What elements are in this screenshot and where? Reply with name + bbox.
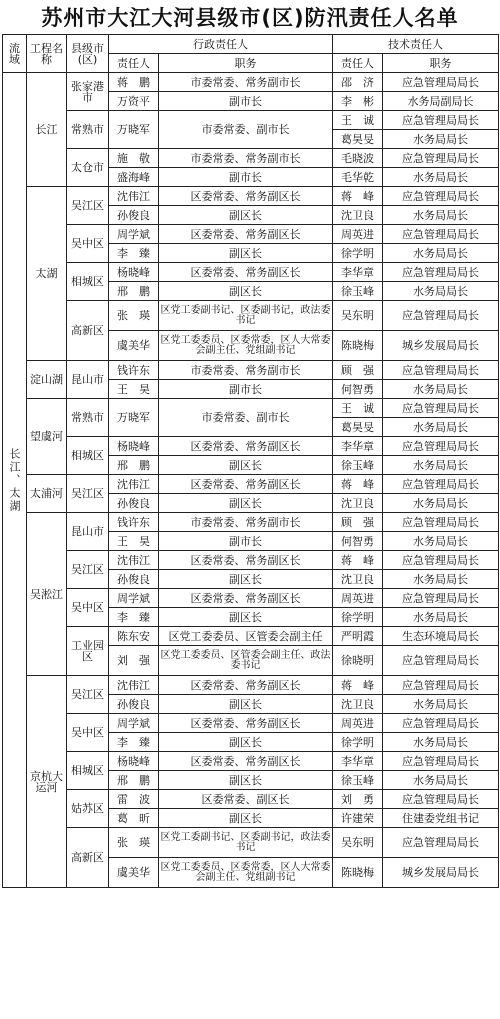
- admin-person-cell: 雷 波: [109, 790, 159, 809]
- table-row: [3, 301, 499, 331]
- tech-duty-cell: 生态环境局局长: [383, 627, 499, 646]
- table-row: [3, 513, 499, 532]
- table-row: [3, 828, 499, 858]
- tech-duty-cell: 水务局局长: [383, 130, 499, 149]
- tech-person-cell: 徐玉峰: [333, 456, 383, 475]
- table-row: [3, 551, 499, 570]
- tech-person-cell: 沈卫良: [333, 570, 383, 589]
- admin-duty-cell: 副市长: [159, 532, 333, 551]
- admin-duty-cell: 副区长: [159, 695, 333, 714]
- table-row: [3, 589, 499, 608]
- tech-person-cell: 刘 勇: [333, 790, 383, 809]
- admin-person-cell: 周学斌: [109, 714, 159, 733]
- tech-duty-cell: 应急管理局局长: [383, 187, 499, 206]
- tech-duty-cell: 水务局局长: [383, 456, 499, 475]
- tech-person-cell: 周英进: [333, 225, 383, 244]
- tech-person-cell: 陈晓梅: [333, 858, 383, 888]
- admin-person-cell: 蒋 鹏: [109, 73, 159, 92]
- admin-duty-cell: 区党工委委员、区管委会副主任、政法委书记: [159, 646, 333, 676]
- header-tech-person: 责任人: [333, 54, 383, 73]
- county-cell: 吴中区: [67, 225, 109, 263]
- admin-duty-cell: 区党工委副书记、区委副书记，政法委书记: [159, 828, 333, 858]
- county-cell: 吴江区: [67, 475, 109, 513]
- admin-person-cell: 邢 鹏: [109, 456, 159, 475]
- tech-person-cell: 吴东明: [333, 828, 383, 858]
- admin-duty-cell: 区委常委、常务副区长: [159, 714, 333, 733]
- tech-person-cell: 徐学明: [333, 244, 383, 263]
- admin-duty-cell: 副区长: [159, 206, 333, 225]
- county-cell: 吴江区: [67, 187, 109, 225]
- table-row: [3, 399, 499, 418]
- admin-duty-cell: 副区长: [159, 282, 333, 301]
- tech-person-cell: 王 诚: [333, 111, 383, 130]
- admin-duty-cell: 区委常委、常务副区长: [159, 676, 333, 695]
- project-cell: 望虞河: [27, 399, 67, 475]
- admin-duty-cell: 副区长: [159, 570, 333, 589]
- admin-duty-cell: 副区长: [159, 608, 333, 627]
- tech-duty-cell: 应急管理局局长: [383, 828, 499, 858]
- table-row: [3, 627, 499, 646]
- county-cell: 相城区: [67, 263, 109, 301]
- admin-duty-cell: 市委常委、常务副市长: [159, 73, 333, 92]
- county-cell: 吴中区: [67, 589, 109, 627]
- table-row: [3, 475, 499, 494]
- table-row: [3, 361, 499, 380]
- tech-person-cell: 何智勇: [333, 380, 383, 399]
- county-cell: 吴江区: [67, 551, 109, 589]
- admin-duty-cell: 副区长: [159, 494, 333, 513]
- tech-person-cell: 葛昊旻: [333, 418, 383, 437]
- project-cell: 太湖: [27, 187, 67, 361]
- tech-duty-cell: 应急管理局局长: [383, 301, 499, 331]
- table-row: [3, 225, 499, 244]
- tech-duty-cell: 水务局局长: [383, 282, 499, 301]
- tech-person-cell: 毛晓波: [333, 149, 383, 168]
- tech-duty-cell: 应急管理局局长: [383, 714, 499, 733]
- tech-duty-cell: 水务局局长: [383, 244, 499, 263]
- tech-person-cell: 何智勇: [333, 532, 383, 551]
- tech-duty-cell: 应急管理局局长: [383, 551, 499, 570]
- tech-person-cell: 顾 强: [333, 513, 383, 532]
- admin-person-cell: 王 昊: [109, 380, 159, 399]
- table-row: [3, 149, 499, 168]
- admin-person-cell: 施 敬: [109, 149, 159, 168]
- tech-duty-cell: 水务局局长: [383, 532, 499, 551]
- tech-duty-cell: 水务局局长: [383, 570, 499, 589]
- admin-person-cell: 杨晓峰: [109, 263, 159, 282]
- admin-duty-cell: 区党工委委员、区委常委，区人大常委会副主任、党组副书记: [159, 858, 333, 888]
- county-cell: 高新区: [67, 301, 109, 361]
- tech-duty-cell: 水务局局长: [383, 771, 499, 790]
- table-row: [3, 752, 499, 771]
- tech-duty-cell: 应急管理局局长: [383, 790, 499, 809]
- admin-person-cell: 陈东安: [109, 627, 159, 646]
- tech-duty-cell: 应急管理局局长: [383, 513, 499, 532]
- project-cell: 太浦河: [27, 475, 67, 513]
- tech-person-cell: 毛华乾: [333, 168, 383, 187]
- header-admin-duty: 职务: [159, 54, 333, 73]
- table-row: [3, 790, 499, 809]
- county-cell: 昆山市: [67, 361, 109, 399]
- admin-person-cell: 杨晓峰: [109, 437, 159, 456]
- county-cell: 张家港市: [67, 73, 109, 111]
- admin-duty-cell: 区党工委副书记、区委副书记，政法委书记: [159, 301, 333, 331]
- tech-person-cell: 李华章: [333, 437, 383, 456]
- tech-duty-cell: 水务局局长: [383, 494, 499, 513]
- duty-table: [2, 34, 499, 888]
- tech-duty-cell: 水务局局长: [383, 695, 499, 714]
- admin-duty-cell: 区委常委、常务副区长: [159, 225, 333, 244]
- admin-person-cell: 钱许东: [109, 513, 159, 532]
- tech-person-cell: 蒋 峰: [333, 475, 383, 494]
- tech-person-cell: 王 诚: [333, 399, 383, 418]
- tech-duty-cell: 水务局局长: [383, 608, 499, 627]
- admin-duty-cell: 副区长: [159, 733, 333, 752]
- tech-duty-cell: 水务局局长: [383, 168, 499, 187]
- admin-person-cell: 李 臻: [109, 608, 159, 627]
- header-admin: 行政责任人: [109, 35, 333, 54]
- admin-person-cell: 张 瑛: [109, 301, 159, 331]
- admin-person-cell: 葛 昕: [109, 809, 159, 828]
- county-cell: 工业园区: [67, 627, 109, 676]
- header-tech: 技术责任人: [333, 35, 499, 54]
- admin-person-cell: 杨晓峰: [109, 752, 159, 771]
- admin-person-cell: 虞美华: [109, 331, 159, 361]
- admin-person-cell: 孙俊良: [109, 494, 159, 513]
- admin-duty-cell: 区党工委委员、区委常委，区人大常委会副主任、党组副书记: [159, 331, 333, 361]
- admin-duty-cell: 市委常委、常务副市长: [159, 149, 333, 168]
- admin-person-cell: 孙俊良: [109, 570, 159, 589]
- tech-person-cell: 严明霞: [333, 627, 383, 646]
- county-cell: 昆山市: [67, 513, 109, 551]
- admin-person-cell: 刘 强: [109, 646, 159, 676]
- county-cell: 相城区: [67, 437, 109, 475]
- county-cell: 相城区: [67, 752, 109, 790]
- admin-person-cell: 虞美华: [109, 858, 159, 888]
- admin-duty-cell: 副区长: [159, 244, 333, 263]
- admin-person-cell: 沈伟江: [109, 475, 159, 494]
- basin-cell: 长江、太湖: [3, 73, 27, 888]
- admin-person-cell: 孙俊良: [109, 695, 159, 714]
- table-row: [3, 437, 499, 456]
- tech-person-cell: 蒋 峰: [333, 187, 383, 206]
- tech-duty-cell: 城乡发展局局长: [383, 331, 499, 361]
- tech-duty-cell: 应急管理局局长: [383, 676, 499, 695]
- tech-duty-cell: 应急管理局局长: [383, 263, 499, 282]
- admin-person-cell: 王 昊: [109, 532, 159, 551]
- county-cell: 高新区: [67, 828, 109, 888]
- table-row: [3, 111, 499, 130]
- admin-duty-cell: 区党工委委员、区管委会副主任: [159, 627, 333, 646]
- project-cell: 淀山湖: [27, 361, 67, 399]
- tech-person-cell: 徐晓明: [333, 646, 383, 676]
- admin-person-cell: 盛海峰: [109, 168, 159, 187]
- table-row: [3, 676, 499, 695]
- tech-duty-cell: 应急管理局局长: [383, 361, 499, 380]
- table-row: [3, 73, 499, 92]
- header-tech-duty: 职务: [383, 54, 499, 73]
- admin-duty-cell: 区委常委、副区长: [159, 790, 333, 809]
- tech-duty-cell: 水务局局长: [383, 733, 499, 752]
- tech-person-cell: 周英进: [333, 589, 383, 608]
- header-basin: 流域: [3, 35, 27, 73]
- tech-person-cell: 葛昊旻: [333, 130, 383, 149]
- county-cell: 常熟市: [67, 399, 109, 437]
- admin-duty-cell: 副区长: [159, 809, 333, 828]
- admin-duty-cell: 副区长: [159, 456, 333, 475]
- tech-duty-cell: 应急管理局局长: [383, 646, 499, 676]
- table-row: [3, 714, 499, 733]
- admin-duty-cell: 副市长: [159, 92, 333, 111]
- header-admin-person: 责任人: [109, 54, 159, 73]
- header-project: 工程名称: [27, 35, 67, 73]
- admin-duty-cell: 市委常委、副市长: [159, 111, 333, 149]
- admin-person-cell: 孙俊良: [109, 206, 159, 225]
- county-cell: 吴江区: [67, 676, 109, 714]
- admin-person-cell: 钱许东: [109, 361, 159, 380]
- admin-duty-cell: 区委常委、常务副区长: [159, 589, 333, 608]
- tech-duty-cell: 应急管理局局长: [383, 437, 499, 456]
- admin-person-cell: 万晓军: [109, 399, 159, 437]
- tech-person-cell: 李 彬: [333, 92, 383, 111]
- tech-duty-cell: 应急管理局局长: [383, 73, 499, 92]
- tech-person-cell: 顾 强: [333, 361, 383, 380]
- admin-person-cell: 万晓军: [109, 111, 159, 149]
- project-cell: 吴淞江: [27, 513, 67, 676]
- admin-person-cell: 沈伟江: [109, 676, 159, 695]
- tech-person-cell: 蒋 峰: [333, 551, 383, 570]
- tech-person-cell: 沈卫良: [333, 494, 383, 513]
- tech-duty-cell: 水务局副局长: [383, 92, 499, 111]
- tech-person-cell: 吴东明: [333, 301, 383, 331]
- tech-duty-cell: 应急管理局局长: [383, 752, 499, 771]
- admin-person-cell: 邢 鹏: [109, 771, 159, 790]
- tech-duty-cell: 应急管理局局长: [383, 399, 499, 418]
- tech-person-cell: 李华章: [333, 752, 383, 771]
- tech-duty-cell: 应急管理局局长: [383, 111, 499, 130]
- table-row: [3, 263, 499, 282]
- tech-person-cell: 徐学明: [333, 733, 383, 752]
- admin-duty-cell: 区委常委、常务副区长: [159, 187, 333, 206]
- admin-person-cell: 沈伟江: [109, 187, 159, 206]
- project-cell: 京杭大运河: [27, 676, 67, 888]
- tech-person-cell: 徐玉峰: [333, 771, 383, 790]
- admin-duty-cell: 区委常委、常务副区长: [159, 551, 333, 570]
- admin-person-cell: 邢 鹏: [109, 282, 159, 301]
- admin-duty-cell: 副区长: [159, 771, 333, 790]
- admin-duty-cell: 市委常委、常务副市长: [159, 361, 333, 380]
- tech-duty-cell: 水务局局长: [383, 418, 499, 437]
- admin-person-cell: 周学斌: [109, 225, 159, 244]
- admin-person-cell: 周学斌: [109, 589, 159, 608]
- tech-duty-cell: 应急管理局局长: [383, 589, 499, 608]
- tech-person-cell: 蒋 峰: [333, 676, 383, 695]
- admin-duty-cell: 副市长: [159, 168, 333, 187]
- county-cell: 太仓市: [67, 149, 109, 187]
- admin-duty-cell: 区委常委、常务副区长: [159, 263, 333, 282]
- tech-duty-cell: 住建委党组书记: [383, 809, 499, 828]
- tech-duty-cell: 水务局局长: [383, 380, 499, 399]
- tech-person-cell: 徐学明: [333, 608, 383, 627]
- tech-person-cell: 陈晓梅: [333, 331, 383, 361]
- admin-duty-cell: 副市长: [159, 380, 333, 399]
- admin-duty-cell: 区委常委、常务副区长: [159, 752, 333, 771]
- admin-person-cell: 万资平: [109, 92, 159, 111]
- tech-duty-cell: 应急管理局局长: [383, 149, 499, 168]
- page-title: 苏州市大江大河县级市(区)防汛责任人名单: [41, 6, 459, 30]
- county-cell: 常熟市: [67, 111, 109, 149]
- tech-person-cell: 邵 济: [333, 73, 383, 92]
- tech-duty-cell: 城乡发展局局长: [383, 858, 499, 888]
- tech-person-cell: 徐玉峰: [333, 282, 383, 301]
- admin-person-cell: 李 臻: [109, 733, 159, 752]
- admin-duty-cell: 市委常委、常务副市长: [159, 513, 333, 532]
- tech-duty-cell: 水务局局长: [383, 206, 499, 225]
- admin-duty-cell: 区委常委、常务副区长: [159, 437, 333, 456]
- admin-duty-cell: 市委常委、副市长: [159, 399, 333, 437]
- tech-duty-cell: 应急管理局局长: [383, 225, 499, 244]
- tech-person-cell: 沈卫良: [333, 695, 383, 714]
- admin-person-cell: 李 臻: [109, 244, 159, 263]
- tech-duty-cell: 应急管理局局长: [383, 475, 499, 494]
- admin-person-cell: 沈伟江: [109, 551, 159, 570]
- tech-person-cell: 沈卫良: [333, 206, 383, 225]
- table-row: [3, 187, 499, 206]
- county-cell: 姑苏区: [67, 790, 109, 828]
- admin-duty-cell: 区委常委、常务副区长: [159, 475, 333, 494]
- tech-person-cell: 周英进: [333, 714, 383, 733]
- tech-person-cell: 许建荣: [333, 809, 383, 828]
- tech-person-cell: 李华章: [333, 263, 383, 282]
- county-cell: 吴中区: [67, 714, 109, 752]
- admin-person-cell: 张 瑛: [109, 828, 159, 858]
- header-county: 县级市(区): [67, 35, 109, 73]
- project-cell: 长江: [27, 73, 67, 187]
